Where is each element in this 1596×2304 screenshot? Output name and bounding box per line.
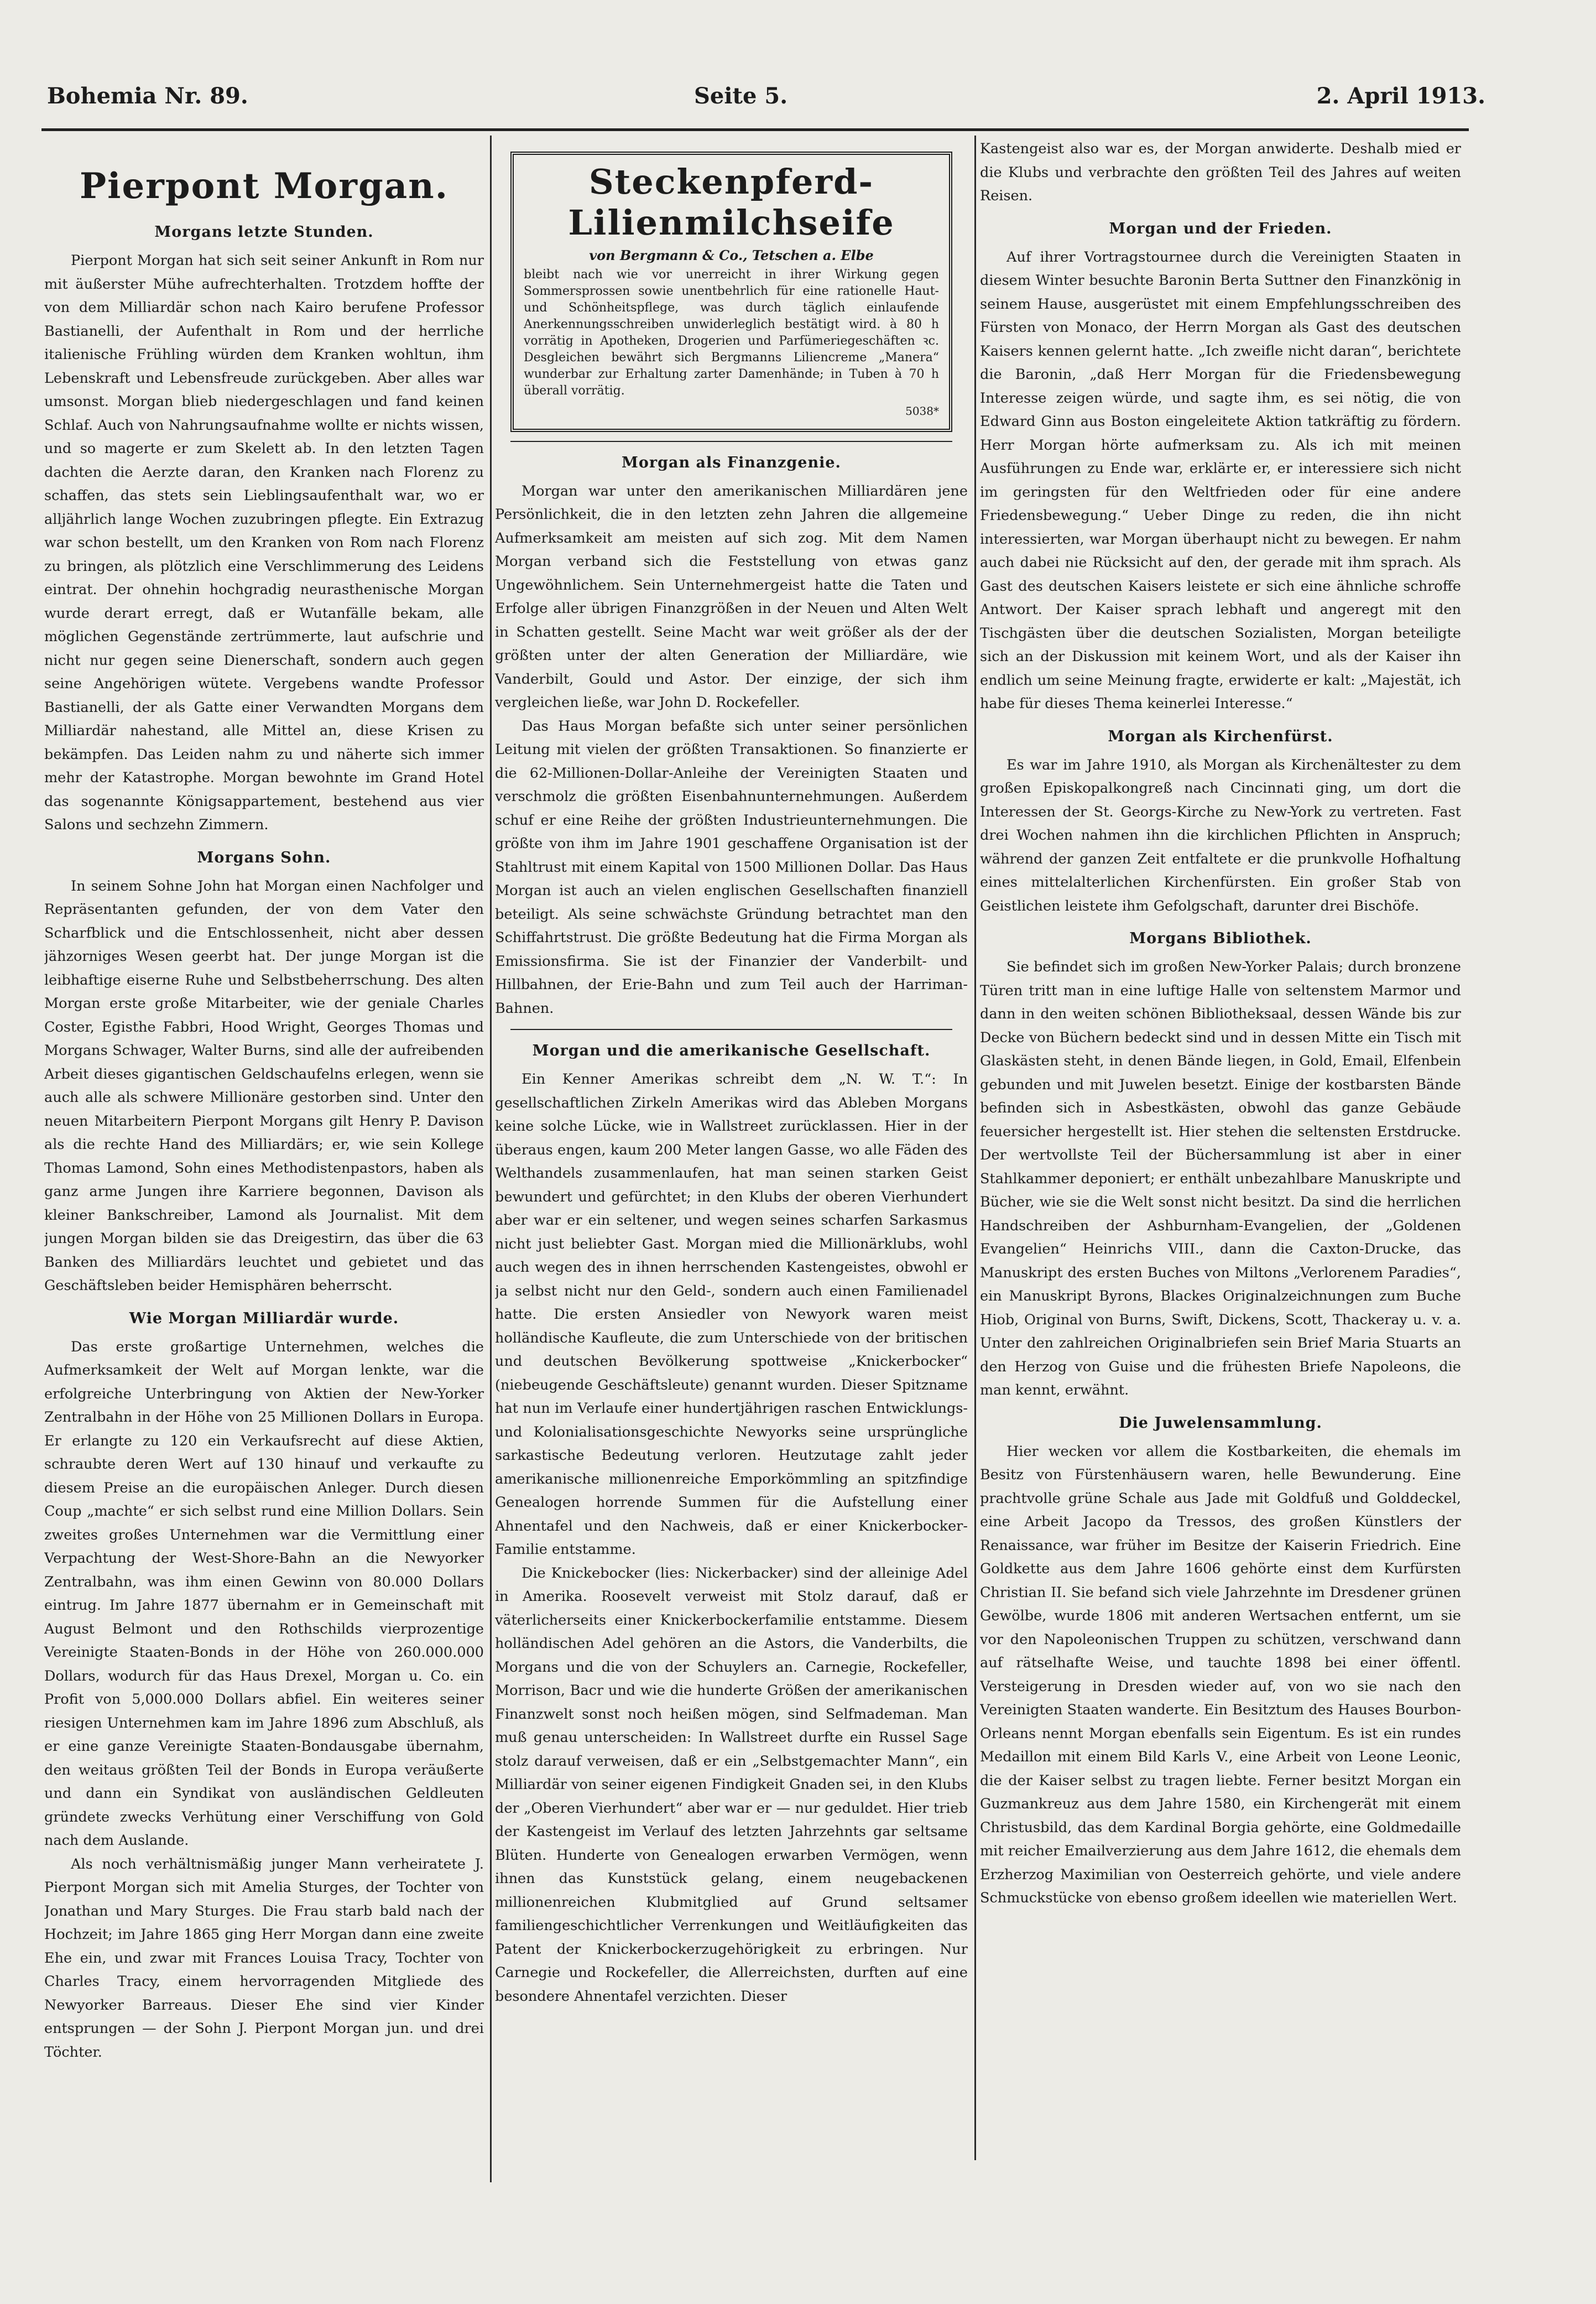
section-heading: Morgan als Kirchenfürst. xyxy=(1108,727,1333,745)
paragraph: Auf ihrer Vortragstournee durch die Vereinigten Staaten in diesem Winter besuchte Baronin Berta Suttner den Finanzkönig in seinem Hause, ausgerüstet mit einem Empfehlungsschreiben des Fürsten von Monaco, der Herrn Morgan als Gast des deutschen Kaisers kennen gelernt hatte. „Ich zweifle nicht daran“, berichtete die Baronin, „daß Herr Morgan für die Friedensbewegung Interesse zeigen würde, und sagte ihm, es sei nötig, die von Edward Ginn aus Boston eingeleitete Aktion tatkräftig zu fördern. Herr Morgan hörte aufmerksam zu. Als ich mit meinen Ausführungen zu Ende war, erklärte er, er interessiere sich nicht im geringsten für den Weltfrieden oder für eine andere Friedensbewegung.“ Ueber Dinge zu reden, die ihn nicht interessierten, war Morgan überhaupt nicht zu bewegen. Er nahm auch dabei nie Rücksicht auf den, der gerade mit ihm sprach. Als Gast des deutschen Kaisers leistete er sich eine ähnliche schroffe Antwort. Der Kaiser sprach lebhaft und angeregt mit den Tischgästen über die deutschen Sozialisten, Morgan beteiligte sich an der Diskussion mit keinem Wort, und als der Kaiser ihn endlich um seine Meinung fragte, erwiderte er kalt: „Majestät, ich habe für dieses Thema keinerlei Interesse.“ xyxy=(980,248,1461,712)
header-issue: Bohemia Nr. 89. xyxy=(47,83,248,109)
header-page-number: Seite 5. xyxy=(694,83,788,109)
ad-title-line-1: Steckenpferd- xyxy=(588,162,874,202)
paragraph: Sie befindet sich im großen New-Yorker Palais; durch bronzene Türen tritt man in eine luftige Halle von seltenstem Marmor und dann in den weiten schönen Bibliotheksaal, dessen Wände bis zur Decke von Büchern bedeckt sind und in dessen Mitte ein Tisch mit Glaskästen steht, in denen Bände liegen, in Gold, Email, Elfenbein gebunden und mit Juwelen besetzt. Einige der kostbarsten Bände befinden sich in Asbestkästen, obwohl das ganze Gebäude feuersicher hergestellt ist. Hier stehen die seltensten Erstdrucke. Der wertvollste Teil der Büchersammlung ist aber in einer Stahlkammer deponiert; er enthält unbezahlbare Manuskripte und Bücher, wie sie die Welt sonst nicht besitzt. Da sind die herrlichen Handschreiben der Ashburnham-Evangelien, der „Goldenen Evangelien“ Heinrichs VIII., dann die Caxton-Drucke, das Manuskript des ersten Buches von Miltons „Verlorenem Paradies“, ein Manuskript Byrons, Blackes Originalzeichnungen zum Buche Hiob, Original von Burns, Swift, Dickens, Scott, Thackeray u. v. a. Unter den zahlreichen Originalbriefen sein Brief Maria Stuarts an den Herzog von Guise und die frühesten Briefe Napoleons, die man kennt, erwähnt. xyxy=(980,959,1461,1398)
paragraph: Das Haus Morgan befaßte sich unter seiner persönlichen Leitung mit vielen der größten Transaktionen. So finanzierte er die 62-Millionen-Dollar-Anleihe der Vereinigten Staaten und verschmolz die größten Eisenbahnunternehmungen. Außerdem schuf er eine Reihe der größten Industrieunternehmungen. Die größte von ihm im Jahre 1901 geschaffene Organisation ist der Stahltrust mit einem Kapital von 1500 Millionen Dollar. Das Haus Morgan ist auch an vielen englischen Gesellschaften finanziell beteiligt. Als seine schwächste Gründung betrachtet man den Schiffahrtstrust. Die größte Bedeutung hat die Firma Morgan als Emissionsfirma. Sie ist der Finanzier der Vanderbilt- und Hillbahnen, der Erie-Bahn und zum Teil auch der Harriman-Bahnen. xyxy=(495,717,968,1017)
section-heading: Morgans Bibliothek. xyxy=(1129,930,1312,947)
divider xyxy=(510,441,952,442)
column-2 xyxy=(495,137,968,2162)
column-divider-2 xyxy=(974,136,976,2160)
paragraph: Das erste großartige Unternehmen, welches die Aufmerksamkeit der Welt auf Morgan lenkte, war die erfolgreiche Unterbringung von Aktien der New-Yorker Zentralbahn in der Höhe von 25 Millionen Dollars in Europa. Er erlangte zu 120 ein Verkaufsrecht auf diese Aktien, schraubte deren Wert auf 130 hinauf und verkaufte zu diesem Preise an die europäischen Anleger. Durch diesen Coup „machte“ er sich selbst rund eine Million Dollars. Sein zweites großes Unternehmen war die Vermittlung einer Verpachtung der West-Shore-Bahn an die Newyorker Zentralbahn, was ihm einen Gewinn von 80.000 Dollars eintrug. Im Jahre 1877 übernahm er in Gemeinschaft mit August Belmont und den Rothschilds vierprozentige Vereinigte Staaten-Bonds in der Höhe von 260.000.000 Dollars, wodurch für das Haus Drexel, Morgan u. Co. ein Profit von 5,000.000 Dollars abfiel. Ein weiteres seiner riesigen Unternehmen kam im Jahre 1896 zum Abschluß, als er eine ganze Vereinigte Staaten-Bondausgabe übernahm, den weitaus größten Teil der Bonds in Europa veräußerte und dann ein Syndikat von ausländischen Geldleuten gründete zwecks Verhütung einer Verschiffung von Gold nach dem Auslande. xyxy=(44,1338,484,1849)
paragraph: Ein Kenner Amerikas schreibt dem „N. W. T.“: In gesellschaftlichen Zirkeln Amerikas wird das Ableben Morgans keine solche Lücke, wie in Wallstreet zurücklassen. Hier in der überaus engen, kaum 200 Meter langen Gasse, wo alle Fäden des Welthandels zusammenlaufen, hat man seinen starken Geist bewundert und gefürchtet; in den Klubs der oberen Vierhundert aber war er ein seltener, und wegen seines scharfen Sarkasmus nicht just beliebter Gast. Morgan mied die Millionärklubs, wohl auch wegen des in ihnen herrschenden Kastengeistes, obwohl er ja selbst nicht nur den Geld-, sondern auch einen Familienadel hatte. Die ersten Ansiedler von Newyork waren meist holländische Kaufleute, die zum Unterschiede von der britischen und deutschen Bevölkerung spottweise „Knickerbocker“ (niebeugende Geschäftsleute) genannt wurden. Dieser Spitzname hat nun im Verlaufe einer hundertjährigen raschen Entwicklungs- und Kolonialisationsgeschichte Newyorks seine ursprüngliche sarkastische Bedeutung verloren. Heutzutage zahlt jeder amerikanische millionenreiche Emporkömmling an spitzfindige Genealogen horrende Summen für die Aufstellung einer Ahnentafel und den Nachweis, daß er einer Knickerbocker-Familie entstamme. xyxy=(495,1071,968,1558)
paragraph: Morgan war unter den amerikanischen Milliardären jene Persönlichkeit, die in den letzten zehn Jahren die allgemeine Aufmerksamkeit am meisten auf sich zog. Mit dem Namen Morgan verband sich die Feststellung von etwas ganz Ungewöhnlichem. Sein Unternehmergeist hatte die Taten und Erfolge aller übrigen Finanzgrößen in der Neuen und Alten Welt in Schatten gestellt. Seine Macht war weit größer als der der größten unter der alten Generation der Milliardäre, wie Vanderbilt, Gould und Astor. Der einzige, der sich ihm vergleichen ließe, war John D. Rockefeller. xyxy=(495,482,968,711)
header-date: 2. April 1913. xyxy=(1316,83,1485,109)
paragraph: Pierpont Morgan hat sich seit seiner Ankunft in Rom nur mit äußerster Mühe aufrechterhalten. Trotzdem hoffte der von dem Milliardär schon nach Kairo berufene Professor Bastianelli, der Aufenthalt in Rom und der herrliche italienische Frühling würden dem Kranken wohltun, ihm Lebenskraft und Lebensfreude zurückgeben. Aber alles war umsonst. Morgan blieb niedergeschlagen und fand keinen Schlaf. Auch von Nahrungsaufnahme wollte er nichts wissen, und so magerte er zum Skelett ab. In den letzten Tagen dachten die Aerzte daran, den Kranken nach Florenz zu schaffen, das stets sein Lieblingsaufenthalt war, wo er alljährlich lange Wochen zuzubringen pflegte. Ein Extrazug war schon bestellt, um den Kranken von Rom nach Florenz zu bringen, als plötzlich eine Verschlimmerung des Leidens eintrat. Der ohnehin hochgradig neurasthenische Morgan wurde derart erregt, daß er Wutanfälle bekam, alle möglichen Gegenstände zertrümmerte, laut aufschrie und nicht nur gegen seine Dienerschaft, sondern auch gegen seine Angehörigen wütete. Vergebens wandte Professor Bastianelli, der als Gatte einer Verwandten Morgans dem Milliardär nahestand, alle Mittel an, diese Krisen zu bekämpfen. Das Leiden nahm zu und näherte sich immer mehr der Katastrophe. Morgan bewohnte im Grand Hotel das sogenannte Königsappartement, bestehend aus vier Salons und sechzehn Zimmern. xyxy=(44,252,484,833)
paragraph: Die Knickebocker (lies: Nickerbacker) sind der alleinige Adel in Amerika. Roosevelt verweist mit Stolz darauf, daß er väterlicherseits einer Knickerbockerfamilie entstamme. Diesem holländischen Adel gehören an die Astors, die Vanderbilts, die Morgans und die von der Schuylers an. Carnegie, Rockefeller, Morrison, Bacr und wie die hunderte Größen der amerikanischen Finanzwelt sonst noch heißen mögen, sind Selfmademan. Man muß genau unterscheiden: In Wallstreet durfte ein Russel Sage stolz darauf verweisen, daß er ein „Selbstgemachter Mann“, ein Milliardär von seiner eigenen Findigkeit Gnaden sei, in den Klubs der „Oberen Vierhundert“ aber war er — nur geduldet. Hier trieb der Kastengeist im Verlauf des letzten Jahrzehnts gar seltsame Blüten. Hunderte von Genealogen erwarben Vermögen, wenn ihnen das Kunststück gelang, einem neugebackenen millionenreichen Klubmitglied auf Grund seltsamer familiengeschichtlicher Verrenkungen und Weitläufigkeiten das Patent der Knickerbockerzugehörigkeit zu erbringen. Nur Carnegie und Rockefeller, die Allerreichsten, durften auf eine besondere Ahnentafel verzichten. Dieser xyxy=(495,1564,968,2005)
section-heading: Morgan als Finanzgenie. xyxy=(622,454,841,471)
advertisement-box xyxy=(510,152,952,432)
ad-subtitle: von Bergmann & Co., Tetschen a. Elbe xyxy=(589,247,874,263)
page-header xyxy=(47,83,1485,122)
paragraph: In seinem Sohne John hat Morgan einen Nachfolger und Repräsentanten gefunden, der von dem Vater den Scharfblick und die Entschlossenheit, nicht aber dessen jähzorniges Wesen geerbt hat. Der junge Morgan ist die leibhaftige eiserne Ruhe und Selbstbeherrschung. Des alten Morgan erste große Mitarbeiter, wie der geniale Charles Coster, Egisthe Fabbri, Hood Wright, Georges Thomas und Morgans Schwager, Walter Burns, sind alle der aufreibenden Arbeit dieses gigantischen Geldschaufelns erlegen, wenn sie auch alle als schwere Millionäre gestorben sind. Unter den neuen Mitarbeitern Pierpont Morgans gilt Henry P. Davison als die rechte Hand des Milliardärs; er, wie sein Kollege Thomas Lamond, Sohn eines Methodistenpastors, haben als ganz arme Jungen ihre Karriere begonnen, Davison als kleiner Bankschreiber, Lamond als Journalist. Mit dem jungen Morgan bilden sie das Dreigestirn, das über die 63 Banken des Milliardärs leuchtet und gebietet und das Geschäftsleben beider Hemisphären beherrscht. xyxy=(44,877,484,1294)
ad-code: 5038* xyxy=(905,404,939,418)
ad-title-line-2: Lilienmilchseife xyxy=(568,202,895,243)
section-heading: Die Juwelensammlung. xyxy=(1119,1414,1322,1432)
paragraph: Kastengeist also war es, der Morgan anwiderte. Deshalb mied er die Klubs und verbrachte den größten Teil des Jahres auf weiten Reisen. xyxy=(980,141,1461,204)
section-heading: Wie Morgan Milliardär wurde. xyxy=(129,1309,399,1327)
divider xyxy=(510,1029,952,1030)
article-title: Pierpont Morgan. xyxy=(80,165,448,207)
column-1 xyxy=(44,137,484,2195)
column-3 xyxy=(980,137,1461,2151)
section-heading: Morgans letzte Stunden. xyxy=(154,223,374,241)
header-rule xyxy=(41,128,1469,131)
ad-text: bleibt nach wie vor unerreicht in ihrer Wirkung gegen Sommersprossen sowie unentbehrlich für eine rationelle Haut- und Schönheitspflege, was durch täglich einlaufende Anerkennungsschreiben unwiderleglich bestätigt wird. à 80 h vorrätig in Apotheken, Drogerien und Parfümeriegeschäften ꝛc. Desgleichen bewährt sich Bergmanns Liliencreme „Manera“ wunderbar zur Erhaltung zarter Damenhände; in Tuben à 70 h überall vorrätig. xyxy=(524,268,939,398)
paragraph: Hier wecken vor allem die Kostbarkeiten, die ehemals im Besitz von Fürstenhäusern waren, helle Bewunderung. Eine prachtvolle grüne Schale aus Jade mit Goldfuß und Golddeckel, eine Arbeit Jacopo da Tressos, des großen Künstlers der Renaissance, war früher im Besitze der Kaiserin Friedrich. Eine Goldkette aus dem Jahre 1606 gehörte einst dem Kurfürsten Christian II. Sie befand sich viele Jahrzehnte im Dresdener grünen Gewölbe, wurde 1806 mit anderen Wertsachen entfernt, um sie vor den Napoleonischen Truppen zu schützen, verschwand dann auf rätselhafte Weise, und tauchte 1898 bei einer öffentl. Versteigerung in Dresden wieder auf, von wo sie nach den Vereinigten Staaten wanderte. Ein Besitztum des Hauses Bourbon-Orleans nennt Morgan ebenfalls sein Eigentum. Es ist ein rundes Medaillon mit einem Bild Karls V., eine Arbeit von Leone Leonic, die der Kaiser selbst zu tragen liebte. Ferner besitzt Morgan ein Guzmankreuz aus dem Jahre 1580, ein Kirchengerät mit einem Christusbild, das dem Kardinal Borgia gehörte, eine Goldmedaille mit reicher Emailverzierung aus dem Jahre 1612, die ehemals dem Erzherzog Maximilian von Oesterreich gehörte, und viele andere Schmuckstücke von ebenso großem ideellen wie materiellen Wert. xyxy=(980,1443,1461,1906)
section-heading: Morgan und der Frieden. xyxy=(1109,220,1332,237)
section-heading: Morgan und die amerikanische Gesellschaft. xyxy=(532,1042,931,1059)
paragraph: Als noch verhältnismäßig junger Mann verheiratete J. Pierpont Morgan sich mit Amelia Sturges, der Tochter von Jonathan und Mary Sturges. Die Frau starb bald nach der Hochzeit; im Jahre 1865 ging Herr Morgan dann eine zweite Ehe ein, und zwar mit Frances Louisa Tracy, Tochter von Charles Tracy, einem hervorragenden Mitgliede des Newyorker Barreaus. Dieser Ehe sind vier Kinder entsprungen — der Sohn J. Pierpont Morgan jun. und drei Töchter. xyxy=(44,1855,484,2061)
paragraph: Es war im Jahre 1910, als Morgan als Kirchenältester zu dem großen Episkopalkongreß nach Cincinnati ging, um dort die Interessen der St. Georgs-Kirche zu New-York zu vertreten. Fast drei Wochen nahmen ihn die kirchlichen Pflichten in Anspruch; während der ganzen Zeit entfaltete er die prunkvolle Hofhaltung eines mittelalterlichen Kirchenfürsten. Ein großer Stab von Geistlichen leistete ihm Gefolgschaft, darunter drei Bischöfe. xyxy=(980,756,1461,914)
column-divider-1 xyxy=(490,136,492,2182)
section-heading: Morgans Sohn. xyxy=(197,849,331,866)
